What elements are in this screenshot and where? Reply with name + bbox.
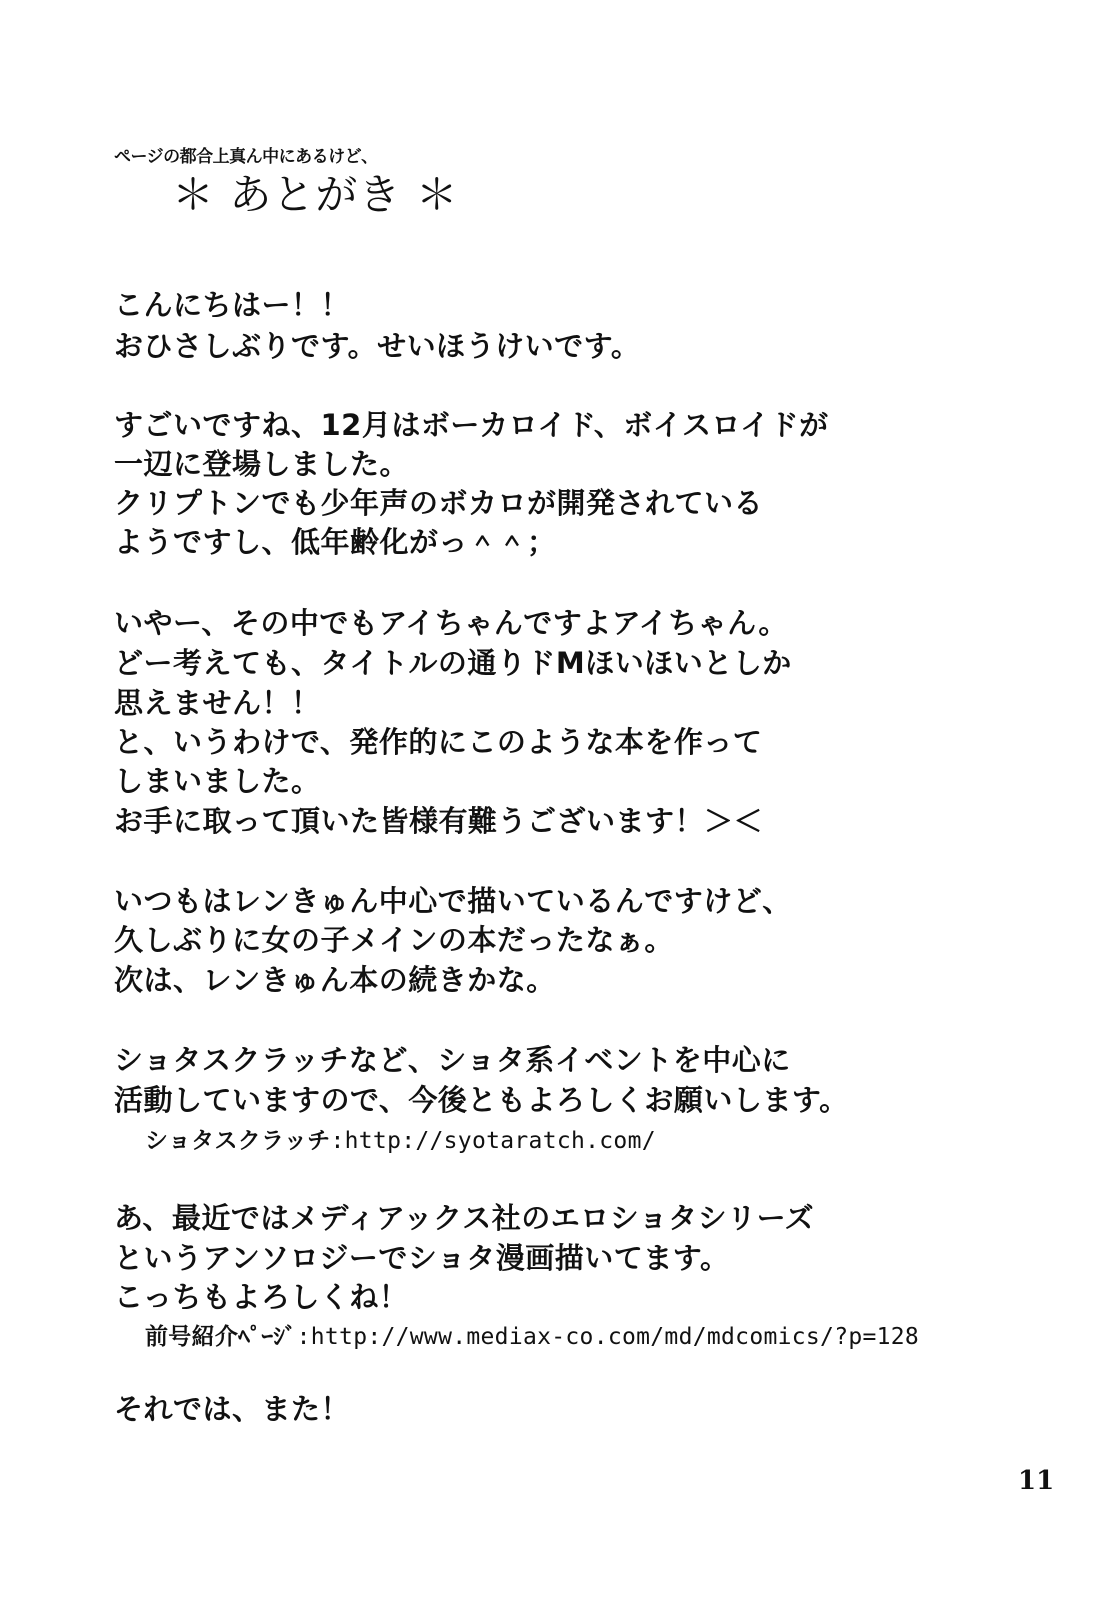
body-line: ようですし、低年齢化がっ＾＾；: [114, 525, 557, 559]
afterword-subtitle: ページの都合上真ん中にあるけど、: [114, 147, 378, 167]
body-line: しまいました。: [114, 764, 321, 798]
body-line: 久しぶりに女の子メインの本だったなぁ。: [114, 923, 674, 957]
body-line: 次は、レンきゅん本の続きかな。: [114, 963, 556, 997]
page-number: 11: [1018, 1466, 1055, 1496]
body-line: いつもはレンきゅん中心で描いているんですけど、: [114, 884, 792, 918]
body-line: いやー、その中でもアイちゃんですよアイちゃん。: [114, 606, 788, 640]
mediax-link-label: 前号紹介ﾍﾟｰｼﾞ: [145, 1324, 297, 1350]
body-line: クリプトンでも少年声のボカロが開発されている: [114, 486, 764, 520]
mediax-link[interactable]: [145, 1322, 919, 1352]
body-line: おひさしぶりです。せいほうけいです。: [114, 329, 641, 363]
mediax-link-url: :http://www.mediax-co.com/md/mdcomics/?p=128: [296, 1324, 920, 1350]
afterword-title: ＊ あとがき ＊: [172, 170, 459, 219]
syotaratch-link[interactable]: [145, 1126, 656, 1156]
body-line: というアンソロジーでショタ漫画描いてます。: [114, 1241, 730, 1275]
body-line: どー考えても、タイトルの通りドMほいほいとしか: [114, 646, 792, 680]
body-line: と、いうわけで、発作的にこのような本を作って: [114, 725, 763, 759]
body-line: 思えません！！: [114, 686, 321, 720]
syotaratch-link-label: ショタスクラッチ: [145, 1128, 331, 1154]
closing-line: それでは、また！: [114, 1392, 351, 1426]
body-line: こんにちはー！！: [114, 288, 351, 322]
body-line: ショタスクラッチなど、ショタ系イベントを中心に: [114, 1043, 791, 1077]
body-line: こっちもよろしくね！: [114, 1280, 409, 1314]
body-line: 一辺に登場しました。: [114, 447, 410, 481]
syotaratch-link-url: :http://syotaratch.com/: [330, 1128, 656, 1154]
body-line: 活動していますので、今後ともよろしくお願いします。: [114, 1083, 849, 1117]
body-line: すごいですね、12月はボーカロイド、ボイスロイドが: [114, 408, 829, 442]
body-line: あ、最近ではメディアックス社のエロショタシリーズ: [114, 1201, 815, 1235]
body-line: お手に取って頂いた皆様有難うございます！＞＜: [114, 804, 764, 838]
